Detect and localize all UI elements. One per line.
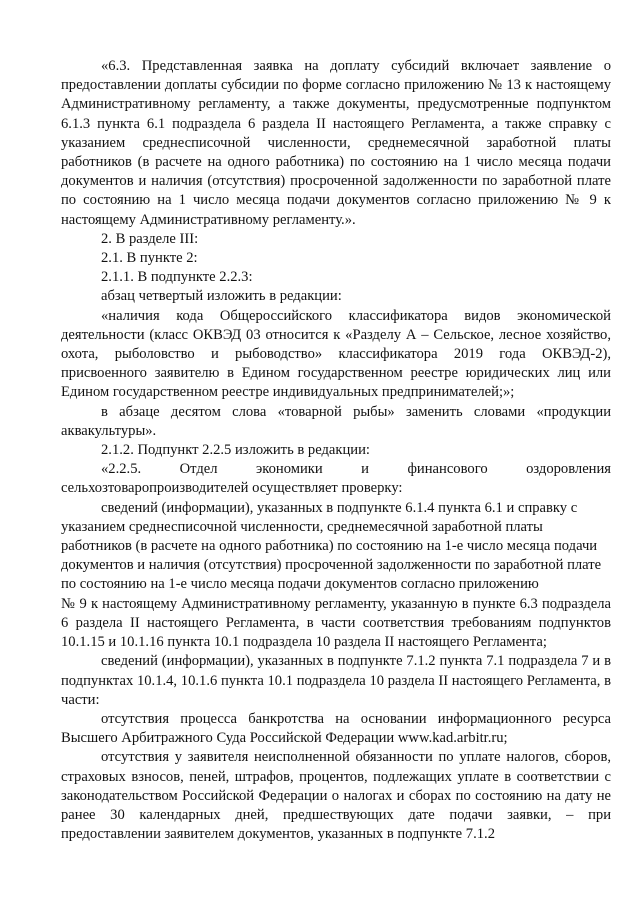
- paragraph-taxes: отсутствия у заявителя неисполненной обязанности по уплате налогов, сборов, страховых взносов, пеней, штрафов, процентов, подлежащих уплате в соответствии с законодательством Российской Федерации о налогах и сборах по состоянию на дату не ранее 30 календарных дней, предшествующих дате подачи заявки, – при предоставлении заявителем документов, указанных в подпункте 7.1.2: [61, 749, 611, 843]
- paragraph-6-3: «6.3. Представленная заявка на доплату субсидий включает заявление о предоставлении доплаты субсидии по форме согласно приложению № 13 к настоящему Административному регламенту, а также документы, предусмотренные подпунктом 6.1.3 пункта 6.1 подраздела 6 раздела II настоящего Регламента, а также справку с указанием среднесписочной численности, среднемесячной заработной платы работников (в расчете на одного работника) по состоянию на 1 число месяца подачи документов и наличия (отсутствия) просроченной задолженности по заработной плате по состоянию на 1 число месяца подачи документов согласно приложению № 9 к настоящему Административному регламенту.».: [61, 58, 611, 228]
- paragraph-2-2-5: «2.2.5. Отдел экономики и финансового оздоровления сельхозтоваропроизводителей осуществляет проверку:: [61, 461, 611, 497]
- paragraph-section-3: 2. В разделе III:: [101, 230, 199, 247]
- paragraph-okved: «наличия кода Общероссийского классификатора видов экономической деятельности (класс ОКВЭД 03 относится к «Разделу А – Сельское, лесное хозяйство, охота, рыболовство и рыбоводство» классификатора 2019 года ОКВЭД-2), присвоенного заявителю в Едином государственном реестре юридических лиц или Едином государственном реестре индивидуальных предпринимателей;»;: [61, 307, 611, 401]
- paragraph-bankruptcy: отсутствия процесса банкротства на основании информационного ресурса Высшего Арбитражного Суда Российской Федерации www.kad.arbitr.ru;: [61, 710, 611, 747]
- paragraph-svedeniy-2: сведений (информации), указанных в подпункте 7.1.2 пункта 7.1 подраздела 7 и в подпунктах 10.1.4, 10.1.6 пункта 10.1 подраздела 10 раздела II настоящего Регламента, в части:: [61, 653, 611, 708]
- paragraph-point-2: 2.1. В пункте 2:: [101, 250, 198, 267]
- paragraph-subpoint-2-1-1: 2.1.1. В подпункте 2.2.3:: [101, 269, 253, 286]
- paragraph-subpoint-2-1-2: 2.1.2. Подпункт 2.2.5 изложить в редакции:: [101, 442, 370, 459]
- document-body: [61, 57, 611, 844]
- paragraph-appendix-9: № 9 к настоящему Административному регламенту, указанную в пункте 6.3 подраздела 6 раздела II настоящего Регламента, в части соответствия требованиям подпунктов 10.1.15 и 10.1.16 пункта 10.1 подраздела 10 раздела II настоящего Регламента;: [61, 595, 611, 651]
- paragraph-svedeniy-1: сведений (информации), указанных в подпункте 6.1.4 пункта 6.1 и справку с указанием среднесписочной численности, среднемесячной заработной платы работников (в расчете на одного работника) по состоянию на 1-е число месяца подачи документов и наличия (отсутствия) просроченной задолженности по заработной плате по состоянию на 1-е число месяца подачи документов согласно приложению: [61, 499, 602, 593]
- paragraph-abzac-4: абзац четвертый изложить в редакции:: [101, 288, 342, 305]
- paragraph-abzac-10: в абзаце десятом слова «товарной рыбы» заменить словами «продукции аквакультуры».: [61, 403, 611, 439]
